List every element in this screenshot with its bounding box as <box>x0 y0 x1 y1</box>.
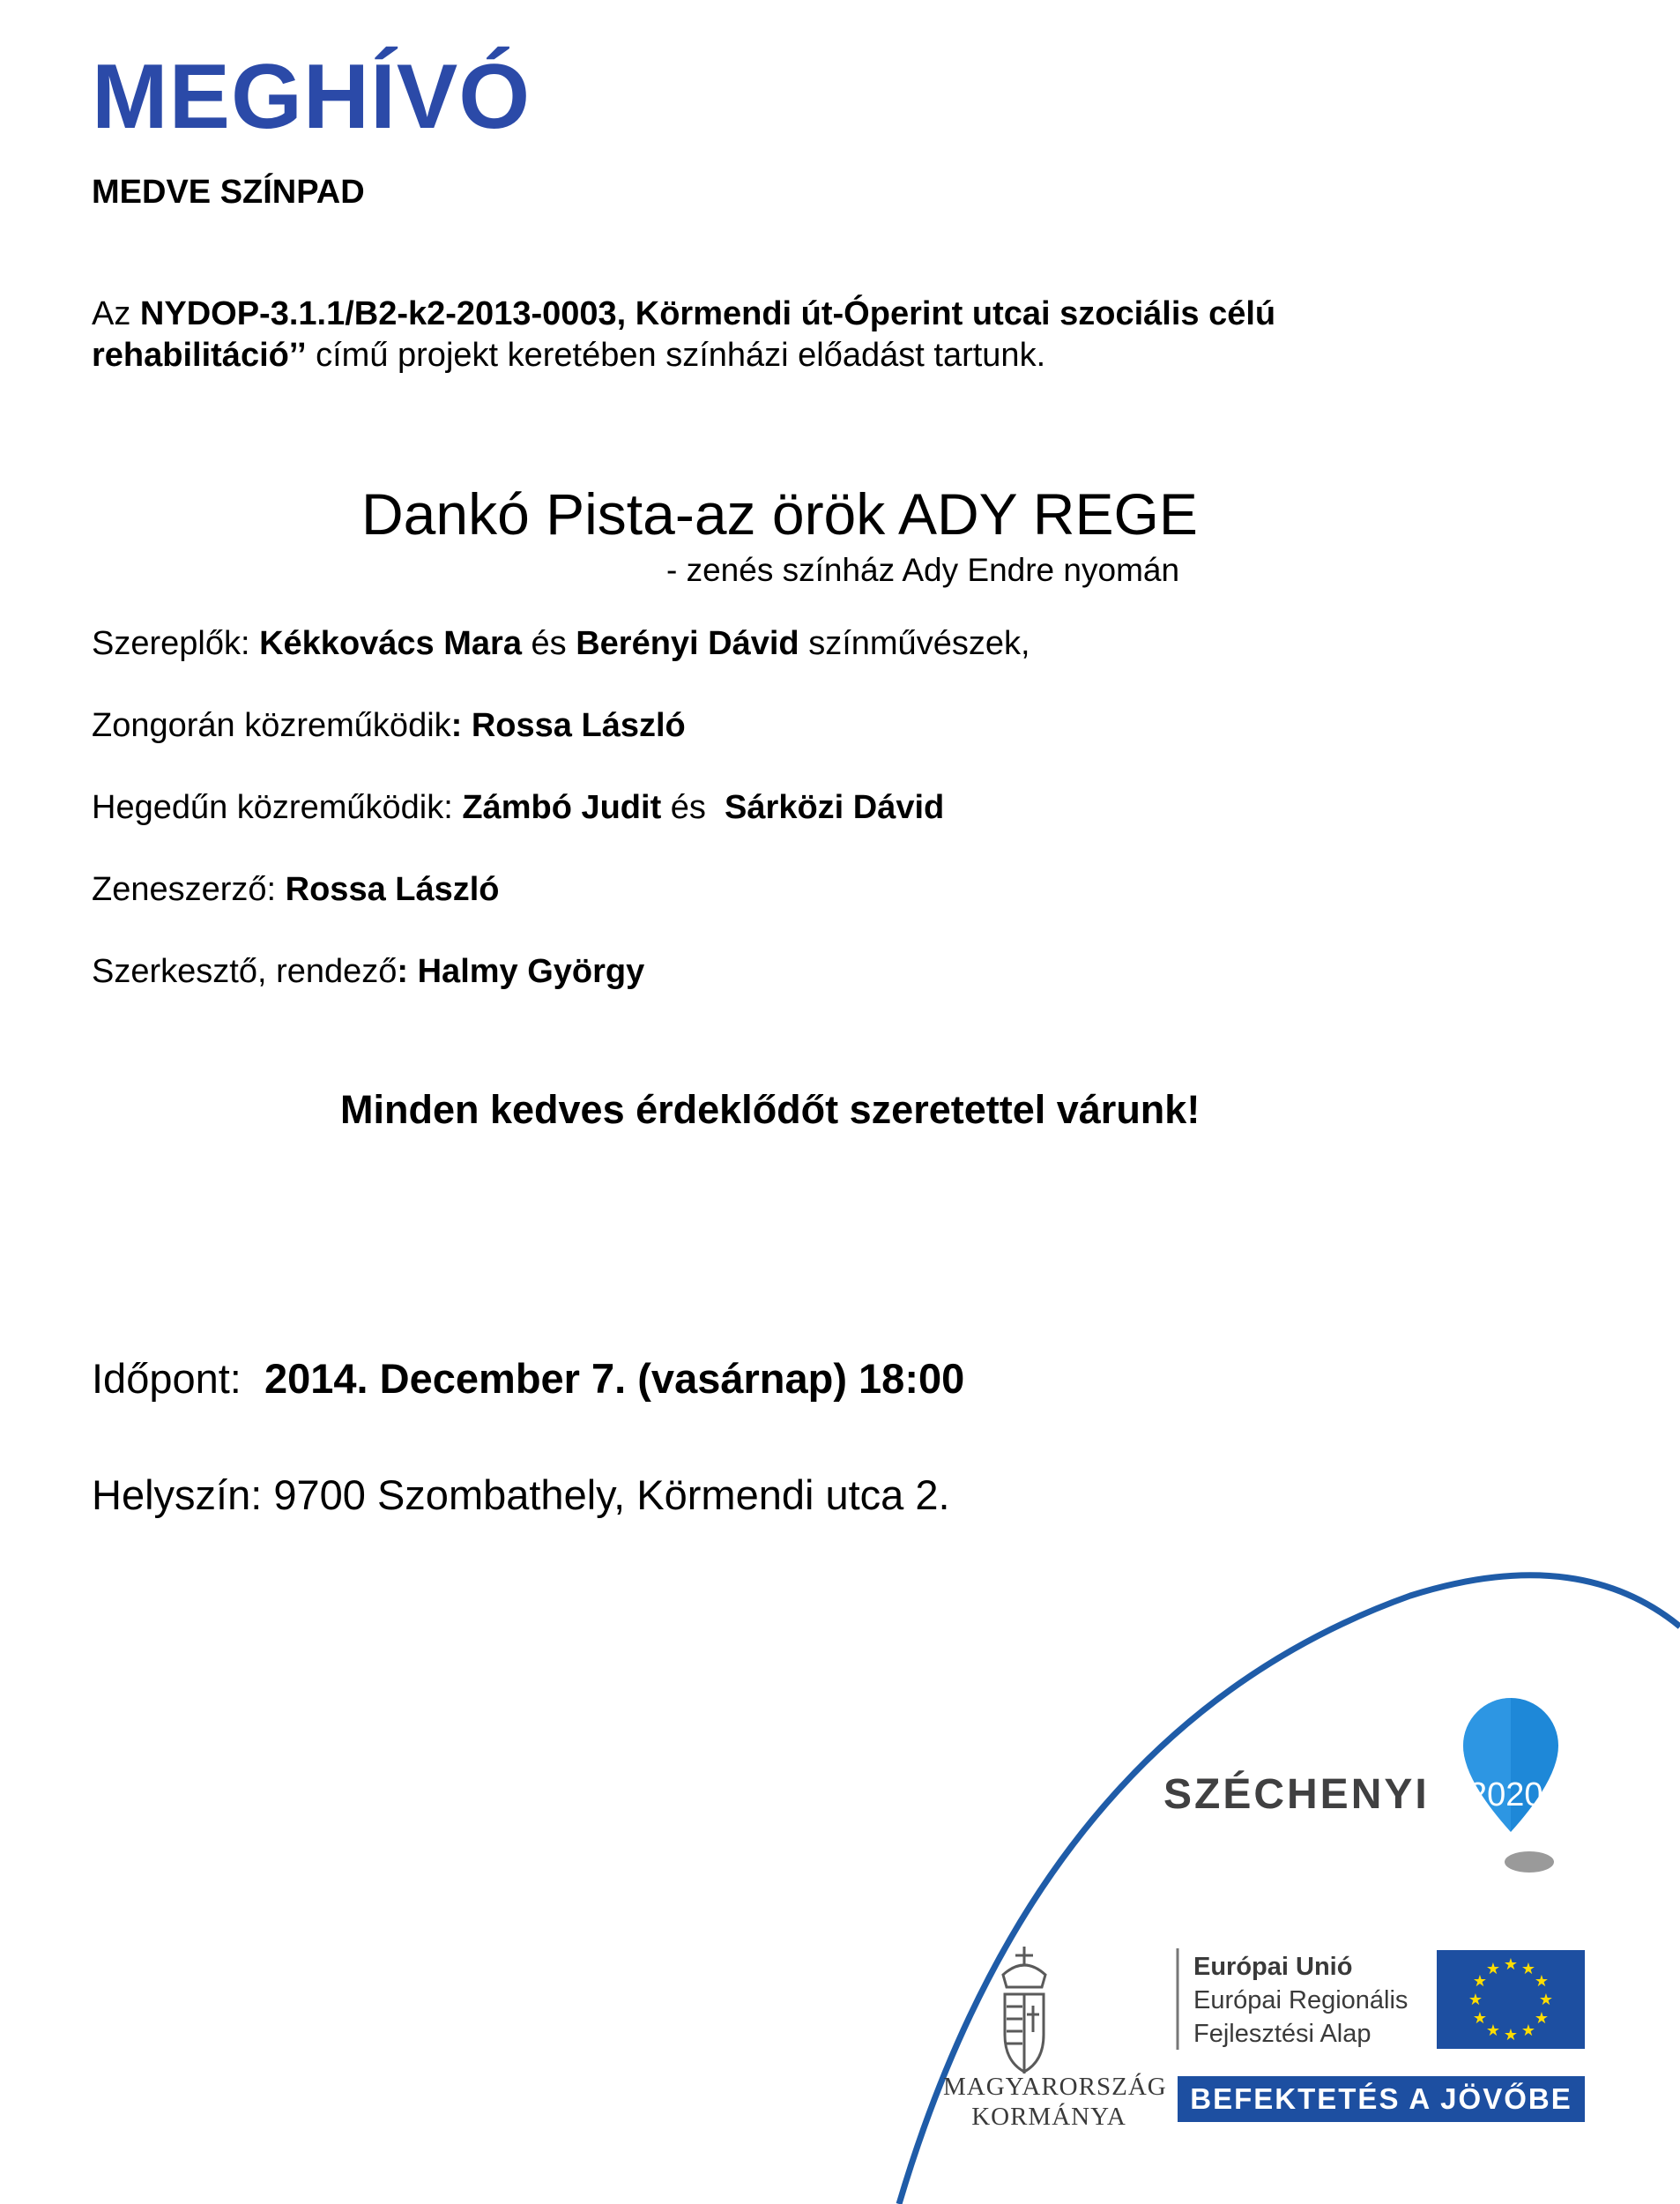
gov-line-1: MAGYARORSZÁG <box>943 2073 1167 2101</box>
project-name: NYDOP-3.1.1/B2-k2-2013-0003, Körmendi út-Óperint utcai szociális célú rehabilitáció’’ <box>92 295 1276 374</box>
cast-suffix: színművészek, <box>799 625 1030 662</box>
event-place: Helyszín: 9700 Szombathely, Körmendi utca 2. <box>92 1471 950 1518</box>
government-label <box>943 2072 1167 2132</box>
composer-label: Zeneszerző: <box>92 871 286 908</box>
invest-banner: BEFEKTETÉS A JÖVŐBE <box>1178 2076 1585 2122</box>
svg-text:★: ★ <box>1538 1991 1554 2009</box>
svg-text:★: ★ <box>1503 2026 1519 2044</box>
svg-text:★: ★ <box>1534 2009 1550 2028</box>
svg-text:★: ★ <box>1485 1960 1501 1978</box>
welcome-message: Minden kedves érdeklődőt szeretettel várunk! <box>340 1087 1201 1132</box>
eu-title: Európai Unió <box>1193 1953 1353 1981</box>
intro-suffix: című projekt keretében színházi előadást tartunk. <box>306 337 1046 374</box>
cast-and: és <box>521 625 576 662</box>
svg-text:★: ★ <box>1472 2009 1488 2028</box>
violin-name-2: Sárközi Dávid <box>725 789 945 826</box>
violin-label: Hegedűn közreműködik: <box>92 789 463 826</box>
date-value: 2014. December 7. (vasárnap) 18:00 <box>264 1355 965 1402</box>
svg-text:★: ★ <box>1520 2022 1536 2040</box>
svg-text:★: ★ <box>1520 1960 1536 1978</box>
director-name: : Halmy György <box>397 953 645 990</box>
eu-flag-icon <box>1437 1950 1585 2049</box>
date-label: Időpont: <box>92 1355 264 1402</box>
svg-text:★: ★ <box>1534 1972 1550 1991</box>
page-title: MEGHÍVÓ <box>92 46 532 148</box>
eu-line-2: Európai Regionális <box>1193 1986 1409 2014</box>
intro-prefix: Az <box>92 295 140 332</box>
svg-text:★: ★ <box>1468 1991 1483 2009</box>
show-title: Dankó Pista-az örök ADY REGE <box>361 481 1198 547</box>
cast-name-1: Kékkovács Mara <box>259 625 522 662</box>
show-subtitle: - zenés színház Ady Endre nyomán <box>666 552 1180 588</box>
director-label: Szerkesztő, rendező <box>92 953 398 990</box>
szechenyi-year: 2020 <box>1468 1776 1543 1813</box>
violin-and: és <box>661 789 725 826</box>
piano-label: Zongorán közreműködik <box>92 707 451 744</box>
venue-subtitle: MEDVE SZÍNPAD <box>92 174 365 211</box>
svg-text:★: ★ <box>1503 1955 1519 1974</box>
cast-label: Szereplők: <box>92 625 260 662</box>
eu-line-3: Fejlesztési Alap <box>1193 2020 1372 2048</box>
szechenyi-logo-text: SZÉCHENYI <box>1163 1771 1430 1818</box>
svg-text:★: ★ <box>1485 2022 1501 2040</box>
cast-name-2: Berényi Dávid <box>576 625 799 662</box>
piano-name: : Rossa László <box>450 707 686 744</box>
svg-text:★: ★ <box>1472 1972 1488 1991</box>
gov-line-2: KORMÁNYA <box>971 2103 1126 2131</box>
violin-name-1: Zámbó Judit <box>462 789 662 826</box>
composer-name: Rossa László <box>285 871 500 908</box>
eu-fund-label <box>1193 1950 1408 2051</box>
coat-of-arms-icon <box>1003 1947 1045 2074</box>
